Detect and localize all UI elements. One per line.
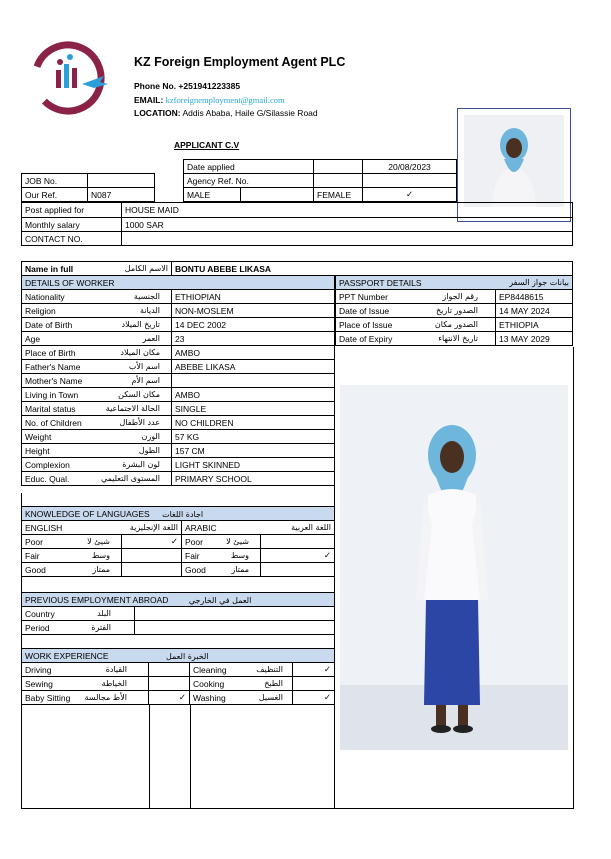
worker-label-en: Mother's Name [25, 375, 83, 386]
languages-header [22, 507, 335, 521]
applicant-photo-full [340, 385, 568, 750]
salary-label: Monthly salary [22, 218, 122, 232]
level-en: Good [25, 564, 46, 575]
worker-row [22, 472, 335, 486]
agency-ref-value [314, 174, 363, 188]
worker-row [22, 304, 335, 318]
worker-label-en: Place of Birth [25, 347, 76, 358]
passport-field-label [336, 318, 496, 332]
worker-field-value: 14 DEC 2002 [172, 318, 335, 332]
salary-value: 1000 SAR [122, 218, 573, 232]
contact-value [122, 232, 573, 246]
english-label: ENGLISH [25, 522, 63, 533]
arabic-level-check [261, 563, 335, 577]
work-title-ar: الخبرة العمل [165, 651, 209, 661]
period-label-ar: الفترة [91, 622, 111, 632]
worker-label-en: Educ. Qual. [25, 473, 70, 484]
worker-label-ar: الوزن [141, 431, 160, 441]
worker-label-ar: اسم الأب [128, 361, 160, 371]
job-no-label: JOB No. [22, 174, 88, 188]
location-line [134, 108, 318, 118]
worker-label-ar: تاريخ الميلاد [121, 319, 160, 329]
english-level-label [22, 563, 122, 577]
worker-field-value: ABEBE LIKASA [172, 360, 335, 374]
applicant-meta-table [183, 159, 457, 202]
date-applied-spacer [314, 160, 363, 174]
worker-row [22, 374, 335, 388]
worker-label-en: Age [25, 333, 41, 344]
worker-row [22, 290, 335, 304]
worker-details-header: DETAILS OF WORKER [22, 276, 335, 290]
passport-field-value: 13 MAY 2029 [496, 332, 573, 346]
worker-label-ar: الجنسية [133, 291, 160, 301]
worker-field-label [22, 290, 172, 304]
skill-en: Cooking [193, 678, 225, 689]
post-label: Post applied for [22, 203, 122, 218]
worker-field-label [22, 332, 172, 346]
passport-label-ar: تاريخ الانتهاء [438, 333, 478, 343]
male-label: MALE [184, 188, 241, 202]
phone-value: +251941223385 [178, 81, 241, 91]
passport-field-label [336, 290, 496, 304]
passport-field-label [336, 304, 496, 318]
skill-en: Driving [25, 664, 52, 675]
arabic-label: ARABIC [185, 522, 217, 533]
passport-table [335, 275, 573, 346]
level-ar: ممتاز [92, 564, 110, 574]
abroad-table [21, 592, 335, 635]
name-label: Name in full [25, 263, 74, 274]
work-bottom-frame [21, 705, 335, 809]
location-value: Addis Ababa, Haile G/Silassie Road [182, 108, 318, 118]
worker-field-label [22, 360, 172, 374]
work-row [22, 691, 335, 705]
skill-ar: القيادة [105, 664, 127, 674]
worker-field-label [22, 458, 172, 472]
agency-ref-extra [363, 174, 457, 188]
worker-field-label [22, 318, 172, 332]
skill-ar: التنظيف [256, 664, 283, 674]
country-value [135, 607, 335, 621]
worker-field-value: 57 KG [172, 430, 335, 444]
worker-row [22, 416, 335, 430]
worker-field-value: ETHIOPIAN [172, 290, 335, 304]
passport-label-ar: الصدور تاريخ [436, 305, 478, 315]
worker-field-value: NON-MOSLEM [172, 304, 335, 318]
passport-label-en: Date of Issue [339, 305, 390, 316]
worker-field-value: LIGHT SKINNED [172, 458, 335, 472]
work-skill-right-check [293, 677, 335, 691]
worker-label-ar: عدد الأطفال [119, 417, 160, 427]
skill-ar: الغسيل [258, 692, 283, 702]
skill-en: Washing [193, 692, 226, 703]
abroad-header [22, 593, 335, 607]
worker-row [22, 430, 335, 444]
skill-ar: الأط مجالسة [84, 692, 127, 702]
passport-field-value: ETHIOPIA [496, 318, 573, 332]
worker-label-ar: اسم الأم [131, 375, 160, 385]
level-ar: وسط [230, 550, 249, 560]
name-table [21, 261, 573, 276]
arabic-level-label [182, 549, 261, 563]
email-link[interactable]: kzforeignemployment@gmail.com [165, 95, 285, 105]
doc-title: APPLICANT C.V [174, 140, 240, 150]
work-skill-left-check [149, 663, 190, 677]
post-table [21, 202, 573, 246]
worker-label-en: Father's Name [25, 361, 81, 372]
country-label-ar: البلد [97, 608, 111, 618]
arabic-header [182, 521, 335, 535]
languages-table [21, 506, 335, 577]
skill-ar: الطبخ [264, 678, 283, 688]
passport-title: PASSPORT DETAILS [339, 277, 422, 288]
level-en: Poor [185, 536, 203, 547]
phone-line [134, 81, 240, 91]
work-skill-left [22, 677, 149, 691]
work-skill-right-check: ✓ [293, 663, 335, 677]
worker-row [22, 388, 335, 402]
job-no-value [88, 174, 155, 188]
name-label-ar: الاسم الكامل [124, 263, 168, 273]
english-level-label [22, 549, 122, 563]
level-en: Poor [25, 536, 43, 547]
work-skill-left [22, 691, 149, 705]
passport-field-label [336, 332, 496, 346]
arabic-level-label [182, 535, 261, 549]
worker-label-ar: مكان السكن [118, 389, 160, 399]
worker-field-label [22, 430, 172, 444]
worker-label-ar: الديانة [139, 305, 160, 315]
language-level-row [22, 535, 335, 549]
work-header [22, 649, 335, 663]
worker-field-label [22, 444, 172, 458]
english-level-check [122, 549, 182, 563]
arabic-level-check [261, 535, 335, 549]
english-label-ar: اللغة الإنجليزية [129, 522, 178, 532]
worker-label-ar: الحالة الاجتماعية [105, 403, 160, 413]
contact-label: CONTACT NO. [22, 232, 122, 246]
worker-field-label [22, 416, 172, 430]
passport-label-ar: رقم الجواز [442, 291, 478, 301]
agency-ref-label: Agency Ref. No. [184, 174, 314, 188]
english-level-check [122, 563, 182, 577]
company-logo [30, 40, 110, 118]
level-en: Fair [185, 550, 200, 561]
worker-field-value: 23 [172, 332, 335, 346]
abroad-title: PREVIOUS EMPLOYMENT ABROAD [25, 594, 169, 605]
passport-row [336, 318, 573, 332]
passport-label-en: PPT Number [339, 291, 388, 302]
work-skill-right-check: ✓ [293, 691, 335, 705]
worker-label-en: Religion [25, 305, 56, 316]
passport-row [336, 332, 573, 346]
work-row [22, 677, 335, 691]
our-ref-value: N087 [88, 188, 155, 202]
worker-row [22, 458, 335, 472]
female-label: FEMALE [314, 188, 363, 202]
worker-label-en: Date of Birth [25, 319, 73, 330]
worker-label-en: Nationality [25, 291, 65, 302]
language-level-row [22, 563, 335, 577]
work-skill-right [190, 691, 293, 705]
worker-field-value: PRIMARY SCHOOL [172, 472, 335, 486]
location-label: LOCATION: [134, 108, 181, 118]
worker-label-en: Height [25, 445, 50, 456]
arabic-level-label [182, 563, 261, 577]
worker-label-en: No. of Children [25, 417, 82, 428]
worker-field-value: SINGLE [172, 402, 335, 416]
level-ar: شيئ لا [87, 536, 110, 546]
period-label: Period [25, 622, 50, 633]
worker-row [22, 332, 335, 346]
work-skill-left [22, 663, 149, 677]
passport-title-ar: بيانات جواز السفر [509, 277, 570, 287]
worker-field-value: 157 CM [172, 444, 335, 458]
country-label: Country [25, 608, 55, 619]
phone-label: Phone No. [134, 81, 177, 91]
work-skill-right [190, 663, 293, 677]
worker-label-ar: الطول [138, 445, 160, 455]
our-ref-label: Our Ref. [22, 188, 88, 202]
worker-field-label [22, 374, 172, 388]
passport-header [336, 276, 573, 290]
passport-field-value: EP8448615 [496, 290, 573, 304]
worker-label-en: Living in Town [25, 389, 79, 400]
english-header [22, 521, 182, 535]
skill-ar: الخياطة [101, 678, 127, 688]
level-en: Fair [25, 550, 40, 561]
work-row [22, 663, 335, 677]
level-ar: وسط [91, 550, 110, 560]
worker-field-value: NO CHILDREN [172, 416, 335, 430]
arabic-level-check: ✓ [261, 549, 335, 563]
languages-title-ar: اجادة اللغات [162, 509, 204, 519]
language-level-row [22, 549, 335, 563]
work-skill-right [190, 677, 293, 691]
name-label-cell [22, 262, 172, 276]
work-experience-table [21, 648, 335, 705]
worker-row [22, 444, 335, 458]
work-skill-left-check [149, 677, 190, 691]
worker-label-ar: العمر [142, 333, 160, 343]
passport-row [336, 290, 573, 304]
passport-label-en: Date of Expiry [339, 333, 393, 344]
worker-field-value: AMBO [172, 388, 335, 402]
male-check [241, 188, 314, 202]
skill-en: Baby Sitting [25, 692, 71, 703]
worker-label-en: Weight [25, 431, 52, 442]
passport-field-value: 14 MAY 2024 [496, 304, 573, 318]
worker-row [22, 346, 335, 360]
worker-field-label [22, 304, 172, 318]
period-label-cell [22, 621, 135, 635]
english-level-check: ✓ [122, 535, 182, 549]
level-ar: ممتاز [231, 564, 249, 574]
arabic-label-ar: اللغة العربية [291, 522, 331, 532]
date-applied-label: Date applied [184, 160, 314, 174]
work-skill-left-check: ✓ [149, 691, 190, 705]
company-name: KZ Foreign Employment Agent PLC [134, 55, 346, 69]
worker-label-en: Marital status [25, 403, 76, 414]
job-ref-table [21, 173, 155, 202]
worker-label-ar: مكان الميلاد [120, 347, 160, 357]
worker-row [22, 318, 335, 332]
worker-field-label [22, 472, 172, 486]
passport-label-en: Place of Issue [339, 319, 393, 330]
worker-field-label [22, 402, 172, 416]
work-title: WORK EXPERIENCE [25, 650, 109, 661]
english-level-label [22, 535, 122, 549]
post-value: HOUSE MAID [122, 203, 573, 218]
worker-label-en: Complexion [25, 459, 70, 470]
period-value [135, 621, 335, 635]
female-check: ✓ [363, 188, 457, 202]
passport-label-ar: الصدور مكان [434, 319, 478, 329]
email-label: EMAIL: [134, 95, 164, 105]
email-line [134, 95, 285, 105]
worker-field-label [22, 346, 172, 360]
country-label-cell [22, 607, 135, 621]
passport-row [336, 304, 573, 318]
level-en: Good [185, 564, 206, 575]
languages-title: KNOWLEDGE OF LANGUAGES [25, 508, 150, 519]
worker-field-value: AMBO [172, 346, 335, 360]
skill-en: Sewing [25, 678, 53, 689]
worker-row [22, 360, 335, 374]
date-applied-value: 20/08/2023 [363, 160, 457, 174]
worker-label-ar: المستوى التعليمي [100, 473, 160, 483]
worker-row [22, 402, 335, 416]
skill-en: Cleaning [193, 664, 227, 675]
worker-label-ar: لون البشرة [122, 459, 160, 469]
worker-field-label [22, 388, 172, 402]
abroad-title-ar: العمل في الخارجي [188, 595, 252, 605]
level-ar: شيئ لا [226, 536, 249, 546]
worker-field-value [172, 374, 335, 388]
worker-details-table [21, 275, 335, 486]
name-value: BONTU ABEBE LIKASA [172, 262, 573, 276]
